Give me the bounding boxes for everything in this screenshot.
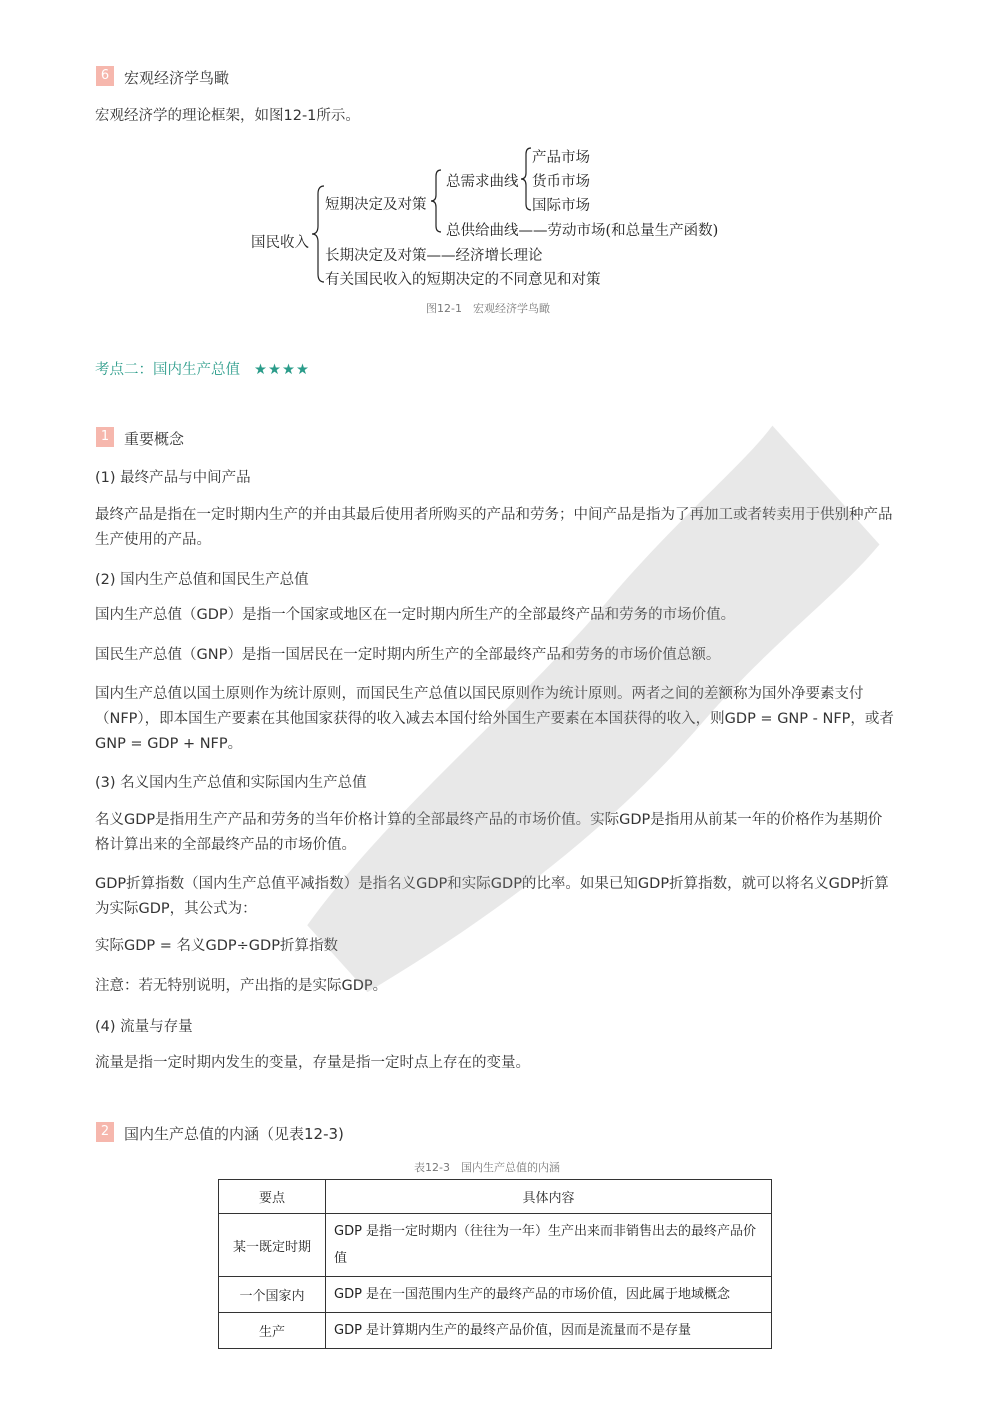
section-number-badge: 2 — [96, 1122, 114, 1142]
section-number-badge: 1 — [96, 427, 114, 447]
paragraph: 国内生产总值（GDP）是指一个国家或地区在一定时期内所生产的全部最终产品和劳务的市场价值。 — [95, 607, 736, 623]
subheading: (4) 流量与存量 — [95, 1019, 193, 1035]
root-brace-icon — [310, 184, 326, 284]
diagram-long-term: 长期决定及对策——经济增长理论 — [325, 248, 543, 264]
table-cell-content: GDP 是指一定时期内（往往为一年）生产出来而非销售出去的最终产品价值 — [326, 1214, 772, 1277]
intro-paragraph: 宏观经济学的理论框架，如图12-1所示。 — [95, 108, 360, 124]
diagram-root: 国民收入 — [251, 235, 309, 251]
rating-stars: ★★★★ — [254, 362, 310, 378]
table-row — [219, 1214, 772, 1277]
table-header-cell: 要点 — [219, 1180, 326, 1214]
paragraph: 名义GDP是指用生产产品和劳务的当年价格计算的全部最终产品的市场价值。实际GDP是指用从前某一年的价格作为基期价格计算出来的全部最终产品的市场价值。 — [95, 812, 883, 853]
formula: 实际GDP = 名义GDP÷GDP折算指数 — [95, 938, 338, 954]
section-title: 宏观经济学鸟瞰 — [124, 69, 230, 87]
table-header-row — [219, 1180, 772, 1214]
diagram-short-term: 短期决定及对策 — [325, 197, 427, 213]
diagram-money-market: 货币市场 — [532, 174, 590, 190]
table-cell-point: 一个国家内 — [219, 1277, 326, 1313]
demand-brace-icon — [519, 146, 533, 212]
table-cell-content: GDP 是在一国范围内生产的最终产品的市场价值，因此属于地域概念 — [326, 1277, 772, 1313]
section-title: 国内生产总值的内涵（见表12-3) — [124, 1125, 344, 1143]
table-cell-content: GDP 是计算期内生产的最终产品价值，因而是流量而不是存量 — [326, 1313, 772, 1349]
table-cell-point: 生产 — [219, 1313, 326, 1349]
figure-caption: 图12-1 宏观经济学鸟瞰 — [426, 302, 550, 315]
paragraph: GDP折算指数（国内生产总值平减指数）是指名义GDP和实际GDP的比率。如果已知GDP折算指数，就可以将名义GDP折算为实际GDP，其公式为： — [95, 876, 889, 917]
table-header-cell: 具体内容 — [326, 1180, 772, 1214]
diagram-views: 有关国民收入的短期决定的不同意见和对策 — [325, 272, 601, 288]
gdp-connotation-table — [218, 1179, 772, 1349]
subheading: (1) 最终产品与中间产品 — [95, 470, 251, 486]
diagram-agg-supply: 总供给曲线——劳动市场(和总量生产函数) — [446, 223, 719, 239]
table-cell-point: 某一既定时期 — [219, 1214, 326, 1277]
note: 注意：若无特别说明，产出指的是实际GDP。 — [95, 978, 388, 994]
paragraph: 国民生产总值（GNP）是指一国居民在一定时期内所生产的全部最终产品和劳务的市场价值总额。 — [95, 647, 721, 663]
section-title: 重要概念 — [124, 430, 185, 448]
diagram-intl-market: 国际市场 — [532, 198, 590, 214]
section-number-badge: 6 — [96, 66, 114, 86]
subheading: (2) 国内生产总值和国民生产总值 — [95, 572, 309, 588]
table-row — [219, 1313, 772, 1349]
paragraph: 流量是指一定时期内发生的变量，存量是指一定时点上存在的变量。 — [95, 1055, 530, 1071]
paragraph: 国内生产总值以国土原则作为统计原则，而国民生产总值以国民原则作为统计原则。两者之间的差额称为国外净要素支付（NFP），即本国生产要素在其他国家获得的收入减去本国付给外国生产要素在本国获得的收入，则GDP = GNP - NFP，或者GNP = GDP + NFP。 — [95, 686, 894, 752]
table-caption: 表12-3 国内生产总值的内涵 — [414, 1161, 560, 1174]
exam-point-title: 考点二：国内生产总值 — [95, 362, 240, 378]
paragraph: 最终产品是指在一定时期内生产的并由其最后使用者所购买的产品和劳务；中间产品是指为了再加工或者转卖用于供别种产品生产使用的产品。 — [95, 507, 893, 548]
diagram-agg-demand: 总需求曲线 — [446, 174, 519, 190]
diagram-product-market: 产品市场 — [532, 150, 590, 166]
table-row — [219, 1277, 772, 1313]
short-term-brace-icon — [429, 168, 443, 234]
exam-point-heading — [95, 358, 310, 379]
subheading: (3) 名义国内生产总值和实际国内生产总值 — [95, 775, 367, 791]
